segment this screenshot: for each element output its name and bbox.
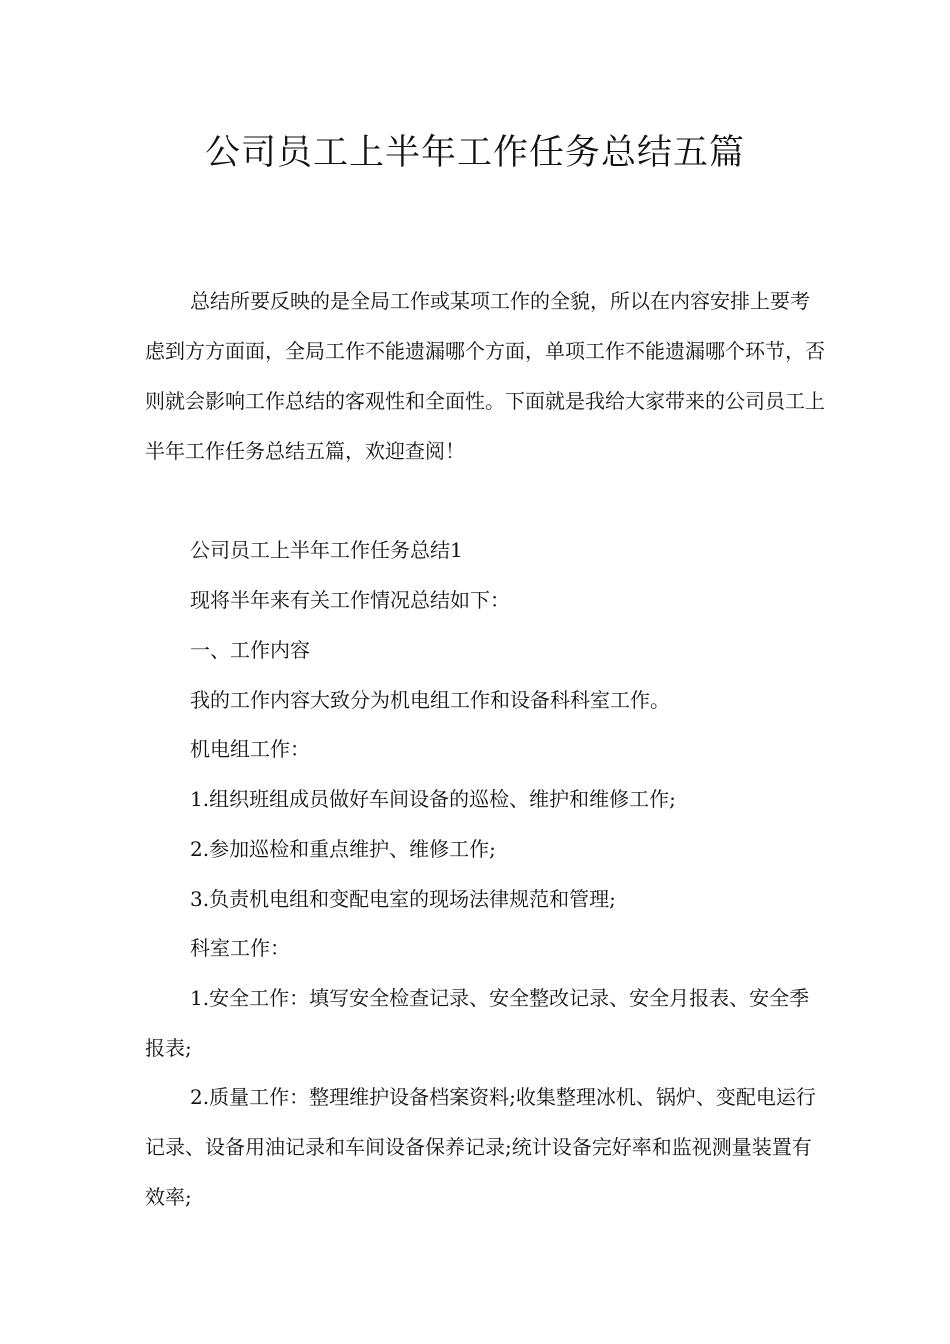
lead-sentence: 现将半年来有关工作情况总结如下： xyxy=(190,588,510,612)
list-item: 1.组织班组成员做好车间设备的巡检、维护和维修工作; xyxy=(190,787,676,811)
section-heading: 公司员工上半年工作任务总结1 xyxy=(190,538,463,562)
part-one-heading: 一、工作内容 xyxy=(190,638,310,662)
content-summary: 我的工作内容大致分为机电组工作和设备科科室工作。 xyxy=(190,688,670,712)
intro-paragraph: 总结所要反映的是全局工作或某项工作的全貌，所以在内容安排上要考虑到方方面面，全局工作不能遗漏哪个方面，单项工作不能遗漏哪个环节，否则就会影响工作总结的客观性和全面性。下面就是我给大家带来的公司员工上半年工作任务总结五篇，欢迎查阅！ xyxy=(145,289,825,463)
group-heading: 机电组工作： xyxy=(190,737,310,761)
office-heading: 科室工作： xyxy=(190,936,290,960)
list-item: 2.质量工作：整理维护设备档案资料;收集整理冰机、锅炉、变配电运行记录、设备用油记录和车间设备保养记录;统计设备完好率和监视测量装置有效率; xyxy=(145,1085,816,1209)
list-item: 2.参加巡检和重点维护、维修工作; xyxy=(190,837,496,861)
list-item: 1.安全工作：填写安全检查记录、安全整改记录、安全月报表、安全季报表; xyxy=(145,986,810,1060)
document-title: 公司员工上半年工作任务总结五篇 xyxy=(204,133,745,173)
list-item: 3.负责机电组和变配电室的现场法律规范和管理; xyxy=(190,887,616,911)
